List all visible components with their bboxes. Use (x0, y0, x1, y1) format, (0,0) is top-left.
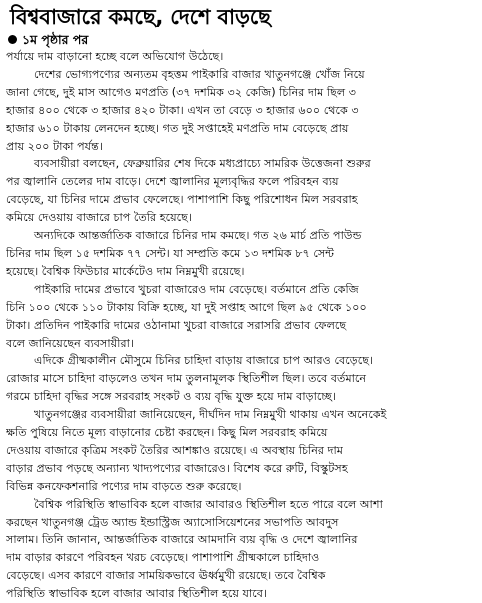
text-line: বৈশ্বিক পরিস্থিতি স্বাভাবিক হলে বাজার আবারও স্থিতিশীল হতে পারে বলে আশা (34, 497, 383, 511)
text-line: জানা গেছে, দুই মাস আগেও মণপ্রতি (৩৭ দশমিক ৩২ কেজি) চিনির দাম ছিল ৩ (6, 85, 357, 99)
text-line: বলে জানিয়েছেন ব্যবসায়ীরা। (6, 336, 134, 350)
text-line: হাজার ৪০০ থেকে ৩ হাজার ৪২০ টাকা। এখন তা বেড়ে ৩ হাজার ৬০০ থেকে ৩ (6, 103, 359, 117)
text-line: অন্যদিকে আন্তর্জাতিক বাজারে চিনির দাম কমছে। গত ২৬ মার্চ প্রতি পাউন্ড (34, 229, 362, 243)
article-paragraph (4, 227, 478, 281)
text-line: করছেন খাতুনগঞ্জ ট্রেড অ্যান্ড ইন্ডাস্ট্রিজ অ্যাসোসিয়েশনের সভাপতি আবদুস (6, 515, 339, 529)
text-line: হাজার ৬১০ টাকায় লেনদেন হচ্ছে। গত দুই সপ্তাহেই মণপ্রতি দাম বেড়েছে প্রায় (6, 121, 349, 135)
text-line: হয়েছে। বৈশ্বিক ফিউচার মার্কেটেও দাম নিম্নমুখী রয়েছে। (6, 264, 245, 278)
article-paragraph (4, 66, 478, 156)
continued-from-label: ১ম পৃষ্ঠার পর (22, 32, 89, 47)
text-line: চিনি ১০০ থেকে ১১০ টাকায় বিক্রি হচ্ছে, যা দুই সপ্তাহ আগে ছিল ৯৫ থেকে ১০০ (6, 300, 367, 314)
text-line: পর্যায়ে দাম বাড়ানো হচ্ছে বলে অভিযোগ উঠেছে। (6, 50, 224, 63)
text-line: বেড়েছে, যা চিনির দামে প্রভাব ফেলেছে। পাশাপাশি কিছু পরিশোধন মিল সরবরাহ (6, 193, 358, 207)
text-line: বিভিন্ন কনফেকশনারি পণ্যের দাম বাড়তে শুরু করেছে। (6, 479, 242, 493)
article-paragraph (4, 352, 478, 406)
text-line: ব্যবসায়ীরা বলছেন, ফেব্রুয়ারির শেষ দিকে মধ্যপ্রাচ্যে সামরিক উত্তেজনা শুরুর (34, 157, 371, 171)
article-paragraph (4, 281, 478, 353)
text-line: রোজার মাসে চাহিদা বাড়লেও তখন দাম তুলনামূলক স্থিতিশীল ছিল। তবে বর্তমানে (6, 372, 367, 386)
text-line: সালাম। তিনি জানান, আন্তর্জাতিক বাজারে আমদানি ব্যয় বৃদ্ধি ও দেশে জ্বালানির (6, 533, 358, 547)
text-line: বেড়েছে। এসব কারণে বাজার সাময়িকভাবে ঊর্ধ্বমুখী রয়েছে। তবে বৈশ্বিক (6, 569, 326, 583)
text-line: দাম বাড়ার কারণে পরিবহন খরচ বেড়েছে। পাশাপাশি গ্রীষ্মকালে চাহিদাও (6, 551, 320, 565)
continued-from-line (8, 32, 478, 47)
text-line: প্রায় ২০০ টাকা পর্যন্ত। (6, 139, 103, 153)
text-line: পাইকারি দামের প্রভাবে খুচরা বাজারেও দাম বেড়েছে। বর্তমানে প্রতি কেজি (34, 282, 359, 296)
text-line: গরমে চাহিদা বৃদ্ধির সঙ্গে সরবরাহ সংকট ও ব্যয় বৃদ্ধি যুক্ত হয়ে দাম বাড়াচ্ছে। (6, 390, 336, 404)
text-line: কমিয়ে দেওয়ায় বাজারে চাপ তৈরি হয়েছে। (6, 211, 192, 225)
text-line: চিনির দাম ছিল ১৫ দশমিক ৭৭ সেন্ট। যা সম্প্রতি কমে ১৩ দশমিক ৮৭ সেন্ট (6, 246, 335, 260)
text-line: ক্ষতি পুষিয়ে নিতে মূল্য বাড়ানোর চেষ্টা করছেন। কিছু মিল সরবরাহ কমিয়ে (6, 426, 328, 440)
text-line: টাকা। প্রতিদিন পাইকারি দামের ওঠানামা খুচরা বাজারে সরাসরি প্রভাব ফেলছে (6, 318, 347, 332)
text-line: এদিকে গ্রীষ্মকালীন মৌসুমে চিনির চাহিদা বাড়ায় বাজারে চাপ আরও বেড়েছে। (34, 354, 373, 368)
article-paragraph (4, 406, 478, 496)
bullet-icon (8, 35, 17, 44)
article-headline: বিশ্ববাজারে কমছে, দেশে বাড়ছে (10, 5, 271, 29)
text-line: দেওয়ায় বাজারে কৃত্রিম সংকট তৈরির আশঙ্কাও রয়েছে। এ অবস্থায় চিনির দাম (6, 443, 343, 457)
text-line: পরিস্থিতি স্বাভাবিক হলে বাজার আবার স্থিতিশীল হয়ে যাবে। (6, 587, 267, 601)
article-paragraph (4, 155, 478, 227)
text-line: বাড়ার প্রভাব পড়ছে অন্যান্য খাদ্যপণ্যের বাজারেও। বিশেষ করে রুটি, বিস্কুটসহ (6, 461, 348, 475)
text-line: পর জ্বালানি তেলের দাম বাড়ে। দেশে জ্বালানির মূল্যবৃদ্ধির ফলে পরিবহন ব্যয় (6, 175, 339, 189)
article-paragraph (4, 48, 478, 66)
text-line: দেশের ভোগ্যপণ্যের অন্যতম বৃহত্তম পাইকারি বাজার খাতুনগঞ্জে খোঁজ নিয়ে (34, 67, 365, 81)
article-body (4, 48, 478, 603)
text-line: খাতুনগঞ্জের ব্যবসায়ীরা জানিয়েছেন, দীর্ঘদিন দাম নিম্নমুখী থাকায় এখন অনেকেই (34, 408, 387, 422)
